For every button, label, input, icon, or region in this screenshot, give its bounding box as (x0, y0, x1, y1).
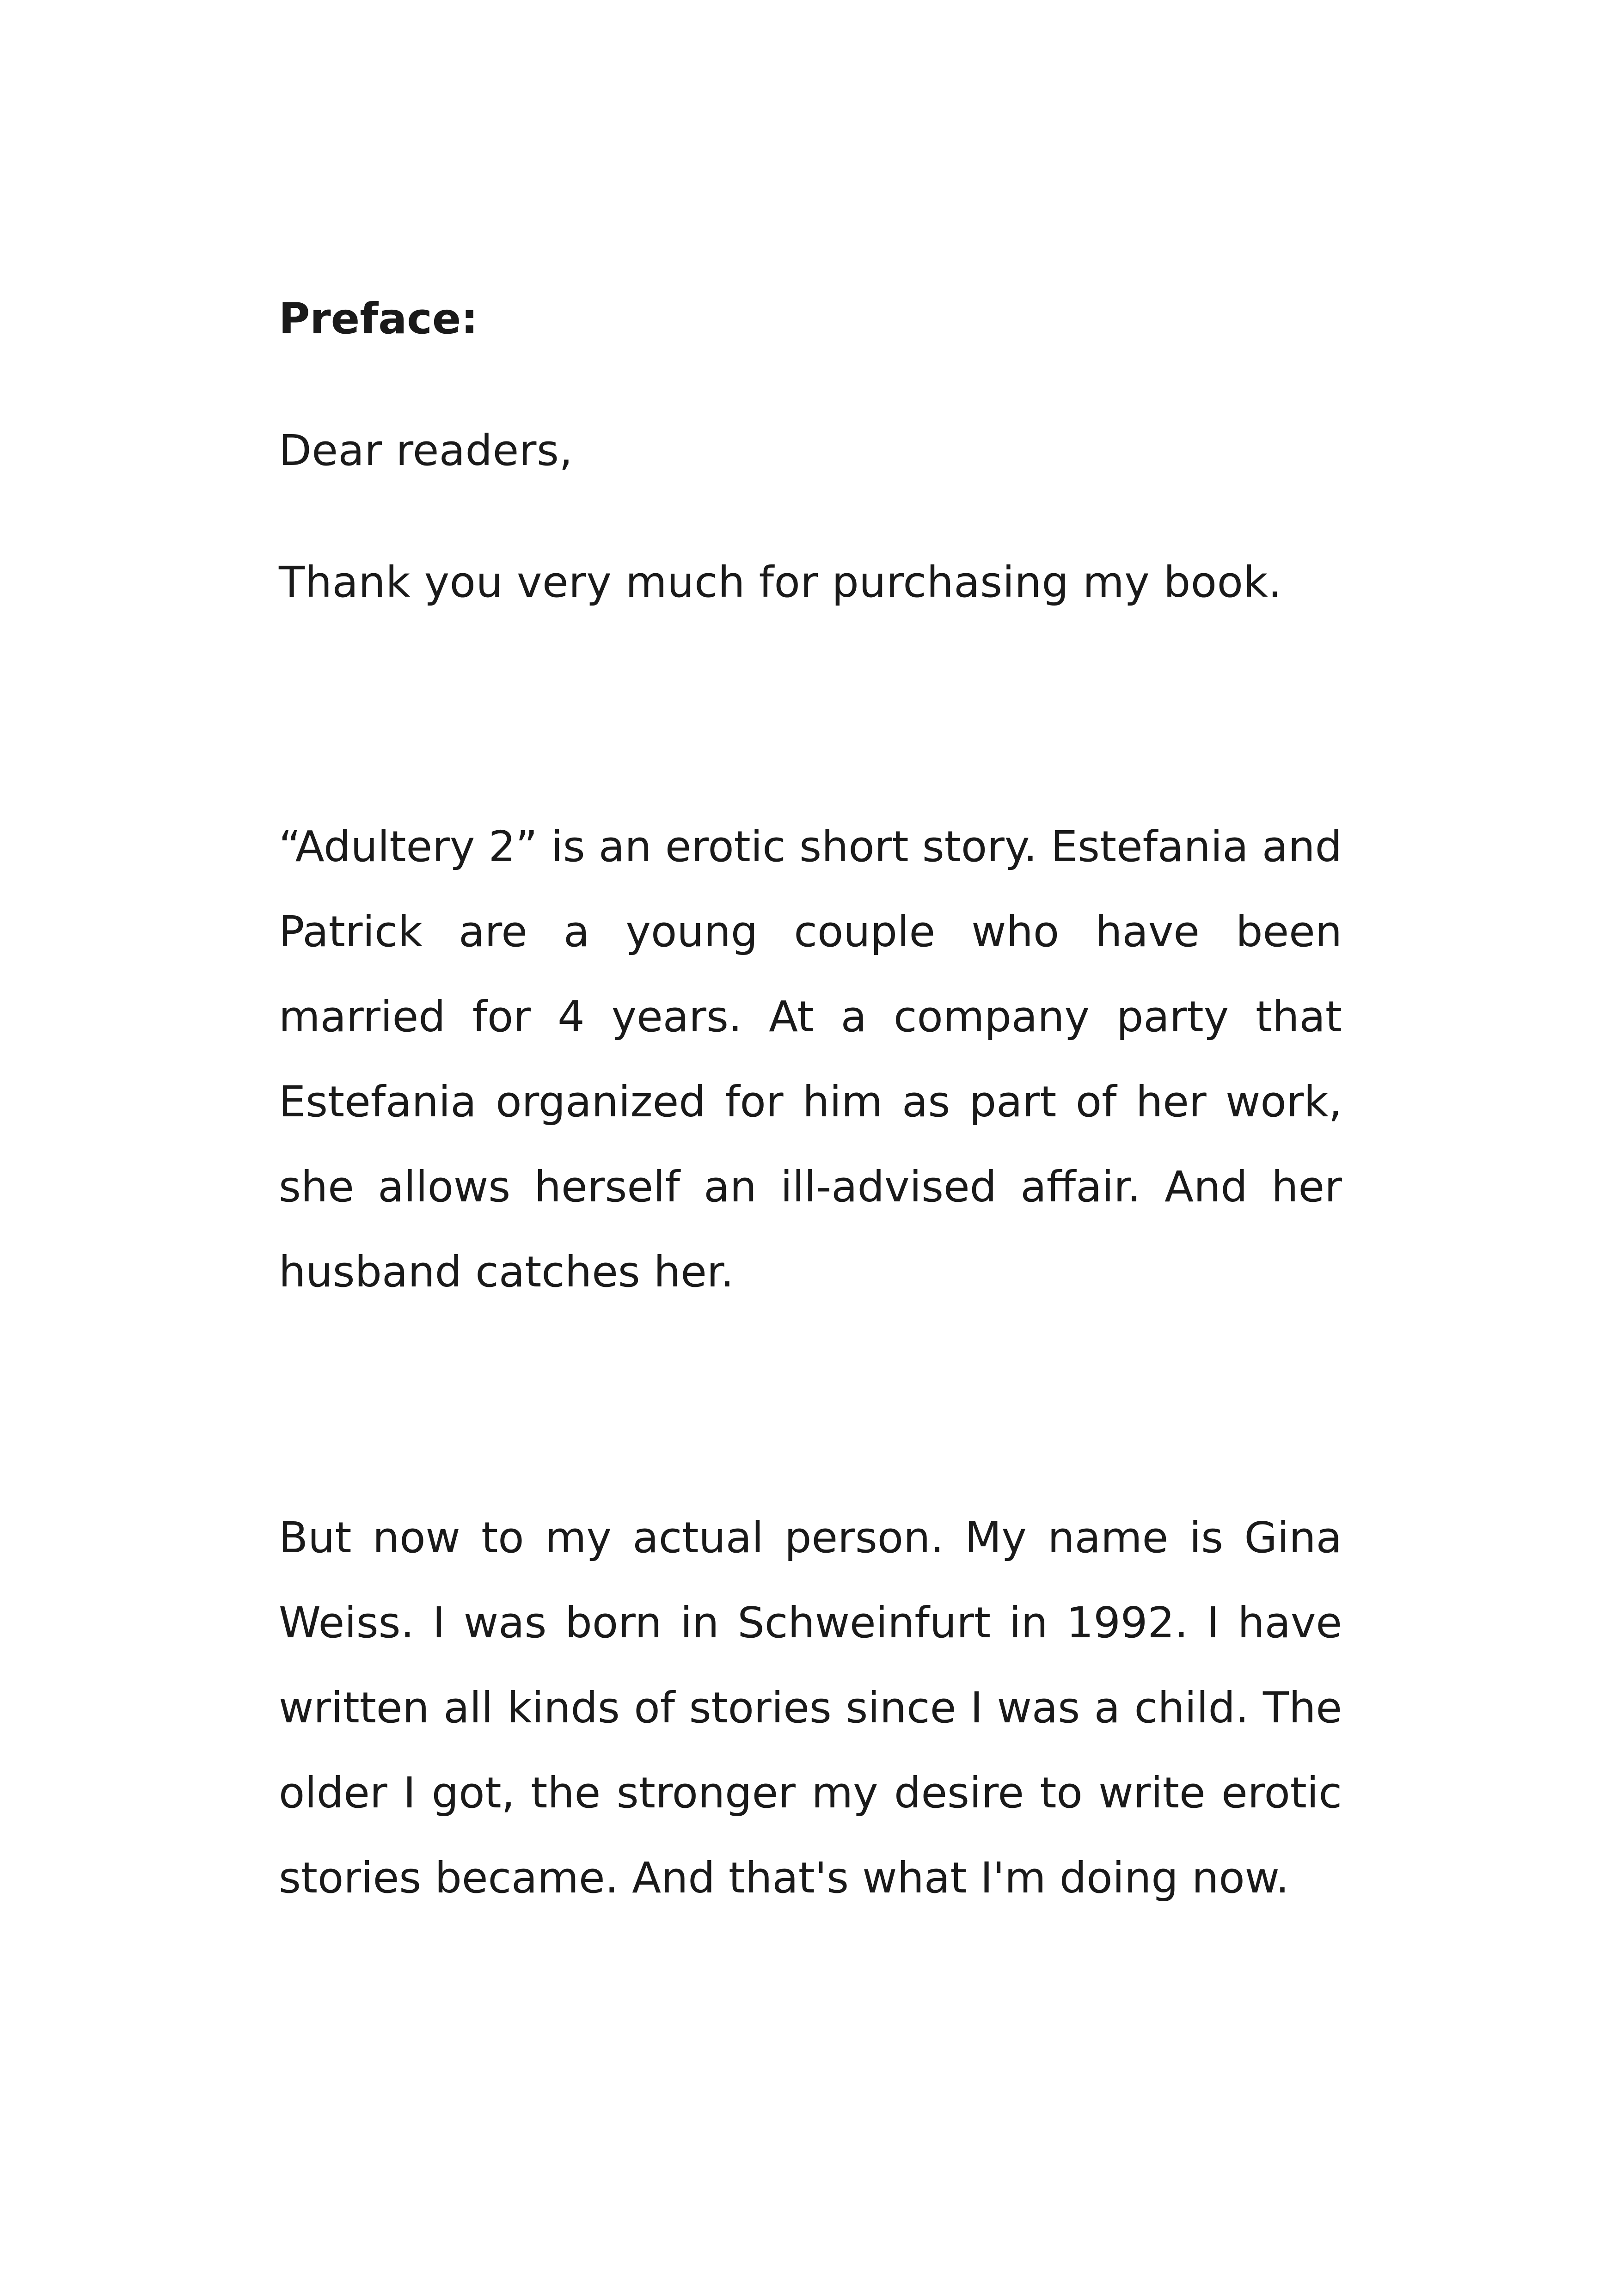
salutation-line: Dear readers, (279, 426, 573, 475)
story-summary-paragraph: “Adultery 2” is an erotic short story. Estefania and Patrick are a young couple who have been married for 4 years. At a company party that Estefania organized for him as part of her work, she allows herself an ill-advised affair. And her husband catches her. (279, 822, 1342, 1297)
author-bio-paragraph: But now to my actual person. My name is Gina Weiss. I was born in Schweinfurt in 1992. I have written all kinds of stories since I was a child. The older I got, the stronger my desire to write erotic stories became. And that's what I'm doing now. (279, 1513, 1342, 1903)
thanks-line: Thank you very much for purchasing my book. (279, 557, 1282, 607)
preface-heading: Preface: (279, 294, 478, 343)
